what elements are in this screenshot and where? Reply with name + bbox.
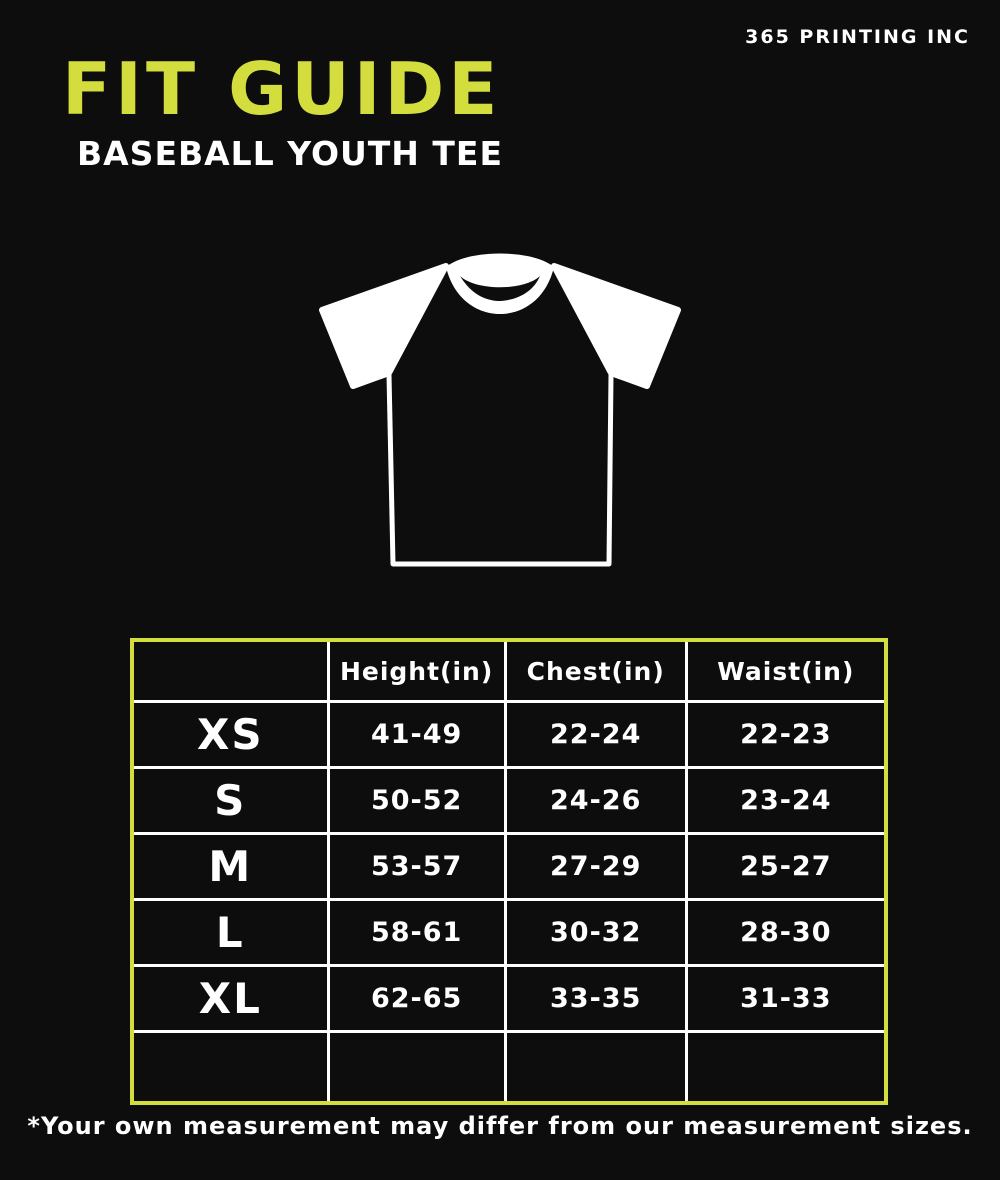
size-cell: M	[132, 834, 328, 900]
height-cell: 41-49	[328, 702, 505, 768]
size-cell: L	[132, 900, 328, 966]
height-cell: 53-57	[328, 834, 505, 900]
size-cell: S	[132, 768, 328, 834]
header-cell-height: Height(in)	[328, 640, 505, 702]
chest-cell: 27-29	[505, 834, 686, 900]
chest-cell: 22-24	[505, 702, 686, 768]
page-subtitle: BASEBALL YOUTH TEE	[76, 134, 504, 173]
waist-cell: 22-23	[686, 702, 886, 768]
chest-cell	[505, 1032, 686, 1104]
table-row-xs	[132, 702, 886, 768]
height-cell: 62-65	[328, 966, 505, 1032]
header-cell-waist: Waist(in)	[686, 640, 886, 702]
height-cell: 50-52	[328, 768, 505, 834]
height-cell	[328, 1032, 505, 1104]
tee-collar	[446, 254, 554, 315]
tee-right-sleeve	[554, 266, 678, 386]
raglan-tee-icon	[300, 240, 700, 580]
size-table-header-row	[132, 640, 886, 702]
tee-left-sleeve	[322, 266, 446, 386]
table-row-m	[132, 834, 886, 900]
size-cell: XL	[132, 966, 328, 1032]
footnote: *Your own measurement may differ from our measurement sizes.	[27, 1112, 973, 1140]
waist-cell	[686, 1032, 886, 1104]
header-cell-chest: Chest(in)	[505, 640, 686, 702]
tee-body-outline	[389, 375, 611, 564]
table-row-l	[132, 900, 886, 966]
size-table	[130, 638, 888, 1105]
waist-cell: 28-30	[686, 900, 886, 966]
chest-cell: 24-26	[505, 768, 686, 834]
table-row-xl	[132, 966, 886, 1032]
table-row-s	[132, 768, 886, 834]
waist-cell: 25-27	[686, 834, 886, 900]
size-cell	[132, 1032, 328, 1104]
waist-cell: 31-33	[686, 966, 886, 1032]
header-cell-size	[132, 640, 328, 702]
raglan-tee-graphic	[300, 240, 700, 580]
page-title: FIT GUIDE	[62, 47, 502, 131]
chest-cell: 30-32	[505, 900, 686, 966]
chest-cell: 33-35	[505, 966, 686, 1032]
height-cell: 58-61	[328, 900, 505, 966]
size-cell: XS	[132, 702, 328, 768]
waist-cell: 23-24	[686, 768, 886, 834]
table-row-empty	[132, 1032, 886, 1104]
brand-text: 365 PRINTING INC	[745, 26, 970, 48]
